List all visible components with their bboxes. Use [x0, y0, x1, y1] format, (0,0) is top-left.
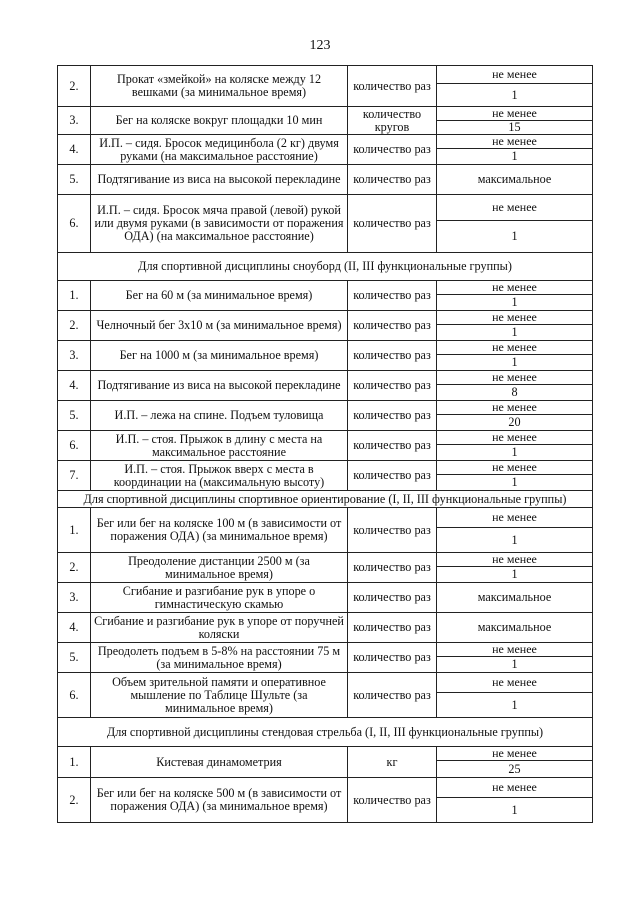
unit: количество раз	[348, 778, 437, 823]
row-number: 4.	[58, 371, 91, 401]
test-name: Бег на 1000 м (за минимальное время)	[91, 341, 348, 371]
qualifier: не менее	[437, 311, 593, 325]
test-name: Подтягивание из виса на высокой перекладине	[91, 371, 348, 401]
table-row	[58, 613, 593, 643]
table-row	[58, 281, 593, 295]
unit: количество кругов	[348, 107, 437, 135]
table-row	[58, 747, 593, 761]
row-number: 3.	[58, 341, 91, 371]
test-name: Челночный бег 3х10 м (за минимальное время)	[91, 311, 348, 341]
test-name: Кистевая динамометрия	[91, 747, 348, 778]
qualifier: не менее	[437, 281, 593, 295]
test-name: Прокат «змейкой» на коляске между 12 вешками (за минимальное время)	[91, 66, 348, 107]
row-number: 5.	[58, 165, 91, 195]
table-row	[58, 195, 593, 221]
unit: количество раз	[348, 583, 437, 613]
page-number: 123	[309, 38, 331, 53]
row-number: 2.	[58, 66, 91, 107]
row-number: 3.	[58, 583, 91, 613]
unit: количество раз	[348, 281, 437, 311]
table-row	[58, 643, 593, 657]
row-number: 1.	[58, 508, 91, 553]
section-heading-row	[58, 491, 593, 508]
unit: количество раз	[348, 401, 437, 431]
row-number: 6.	[58, 195, 91, 253]
unit: количество раз	[348, 371, 437, 401]
test-name: Преодоление дистанции 2500 м (за минимальное время)	[91, 553, 348, 583]
qualifier: не менее	[437, 401, 593, 415]
table-row	[58, 673, 593, 693]
test-name: И.П. – лежа на спине. Подъем туловища	[91, 401, 348, 431]
table-row	[58, 107, 593, 121]
qualifier: не менее	[437, 107, 593, 121]
norm-value: 1	[437, 657, 593, 673]
row-number: 4.	[58, 135, 91, 165]
test-name: Бег или бег на коляске 500 м (в зависимости от поражения ОДА) (за минимальное время)	[91, 778, 348, 823]
unit: количество раз	[348, 643, 437, 673]
standards-table-body	[58, 66, 593, 823]
norm-value: 1	[437, 567, 593, 583]
row-number: 1.	[58, 747, 91, 778]
unit: количество раз	[348, 195, 437, 253]
row-number: 5.	[58, 401, 91, 431]
qualifier: не менее	[437, 553, 593, 567]
unit: количество раз	[348, 461, 437, 491]
unit: количество раз	[348, 613, 437, 643]
unit: количество раз	[348, 135, 437, 165]
qualifier: не менее	[437, 66, 593, 84]
unit: количество раз	[348, 553, 437, 583]
row-number: 2.	[58, 311, 91, 341]
section-heading-row	[58, 253, 593, 281]
row-number: 6.	[58, 431, 91, 461]
test-name: Бег или бег на коляске 100 м (в зависимости от поражения ОДА) (за минимальное время)	[91, 508, 348, 553]
table-row	[58, 165, 593, 195]
unit: количество раз	[348, 508, 437, 553]
table-row	[58, 778, 593, 798]
table-row	[58, 508, 593, 528]
qualifier: не менее	[437, 778, 593, 798]
norm-value: 1	[437, 221, 593, 253]
table-row	[58, 553, 593, 567]
row-number: 2.	[58, 553, 91, 583]
section-heading: Для спортивной дисциплины сноуборд (II, III функциональные группы)	[58, 253, 593, 281]
table-row	[58, 371, 593, 385]
qualifier: не менее	[437, 673, 593, 693]
norm-value: 1	[437, 84, 593, 107]
qualifier: не менее	[437, 461, 593, 475]
table-row	[58, 341, 593, 355]
norm-value: 25	[437, 761, 593, 778]
section-heading-row	[58, 718, 593, 747]
qualifier: не менее	[437, 431, 593, 445]
row-number: 7.	[58, 461, 91, 491]
unit: количество раз	[348, 431, 437, 461]
test-name: Преодолеть подъем в 5-8% на расстоянии 75 м (за минимальное время)	[91, 643, 348, 673]
norm-value: максимальное	[437, 583, 593, 613]
qualifier: не менее	[437, 195, 593, 221]
norm-value: 8	[437, 385, 593, 401]
row-number: 2.	[58, 778, 91, 823]
unit: кг	[348, 747, 437, 778]
qualifier: не менее	[437, 508, 593, 528]
norm-value: 1	[437, 355, 593, 371]
unit: количество раз	[348, 165, 437, 195]
norm-value: 1	[437, 798, 593, 823]
norm-value: максимальное	[437, 165, 593, 195]
table-row	[58, 311, 593, 325]
test-name: И.П. – сидя. Бросок мяча правой (левой) рукой или двумя руками (в зависимости от поражения ОДА) (на максимальное расстояние)	[91, 195, 348, 253]
table-row	[58, 431, 593, 445]
test-name: Сгибание и разгибание рук в упоре от поручней коляски	[91, 613, 348, 643]
row-number: 5.	[58, 643, 91, 673]
test-name: Сгибание и разгибание рук в упоре о гимнастическую скамью	[91, 583, 348, 613]
norm-value: 1	[437, 528, 593, 553]
test-name: И.П. – стоя. Прыжок вверх с места в координации на (максимальную высоту)	[91, 461, 348, 491]
test-name: И.П. – сидя. Бросок медицинбола (2 кг) двумя руками (на максимальное расстояние)	[91, 135, 348, 165]
unit: количество раз	[348, 673, 437, 718]
table-row	[58, 401, 593, 415]
qualifier: не менее	[437, 747, 593, 761]
qualifier: не менее	[437, 135, 593, 149]
row-number: 3.	[58, 107, 91, 135]
section-heading: Для спортивной дисциплины спортивное ориентирование (I, II, III функциональные группы)	[58, 491, 593, 508]
row-number: 6.	[58, 673, 91, 718]
row-number: 1.	[58, 281, 91, 311]
unit: количество раз	[348, 341, 437, 371]
row-number: 4.	[58, 613, 91, 643]
test-name: И.П. – стоя. Прыжок в длину с места на максимальное расстояние	[91, 431, 348, 461]
norm-value: 1	[437, 149, 593, 165]
qualifier: не менее	[437, 341, 593, 355]
unit: количество раз	[348, 311, 437, 341]
norm-value: 20	[437, 415, 593, 431]
section-heading: Для спортивной дисциплины стендовая стрельба (I, II, III функциональные группы)	[58, 718, 593, 747]
test-name: Бег на коляске вокруг площадки 10 мин	[91, 107, 348, 135]
qualifier: не менее	[437, 371, 593, 385]
norm-value: 1	[437, 445, 593, 461]
norm-value: 1	[437, 693, 593, 718]
unit: количество раз	[348, 66, 437, 107]
norm-value: максимальное	[437, 613, 593, 643]
norm-value: 1	[437, 475, 593, 491]
test-name: Объем зрительной памяти и оперативное мышление по Таблице Шульте (за минимальное время)	[91, 673, 348, 718]
table-row	[58, 583, 593, 613]
standards-table	[57, 65, 593, 823]
norm-value: 1	[437, 295, 593, 311]
qualifier: не менее	[437, 643, 593, 657]
table-row	[58, 461, 593, 475]
norm-value: 1	[437, 325, 593, 341]
norm-value: 15	[437, 121, 593, 135]
test-name: Бег на 60 м (за минимальное время)	[91, 281, 348, 311]
test-name: Подтягивание из виса на высокой перекладине	[91, 165, 348, 195]
table-row	[58, 66, 593, 84]
table-row	[58, 135, 593, 149]
